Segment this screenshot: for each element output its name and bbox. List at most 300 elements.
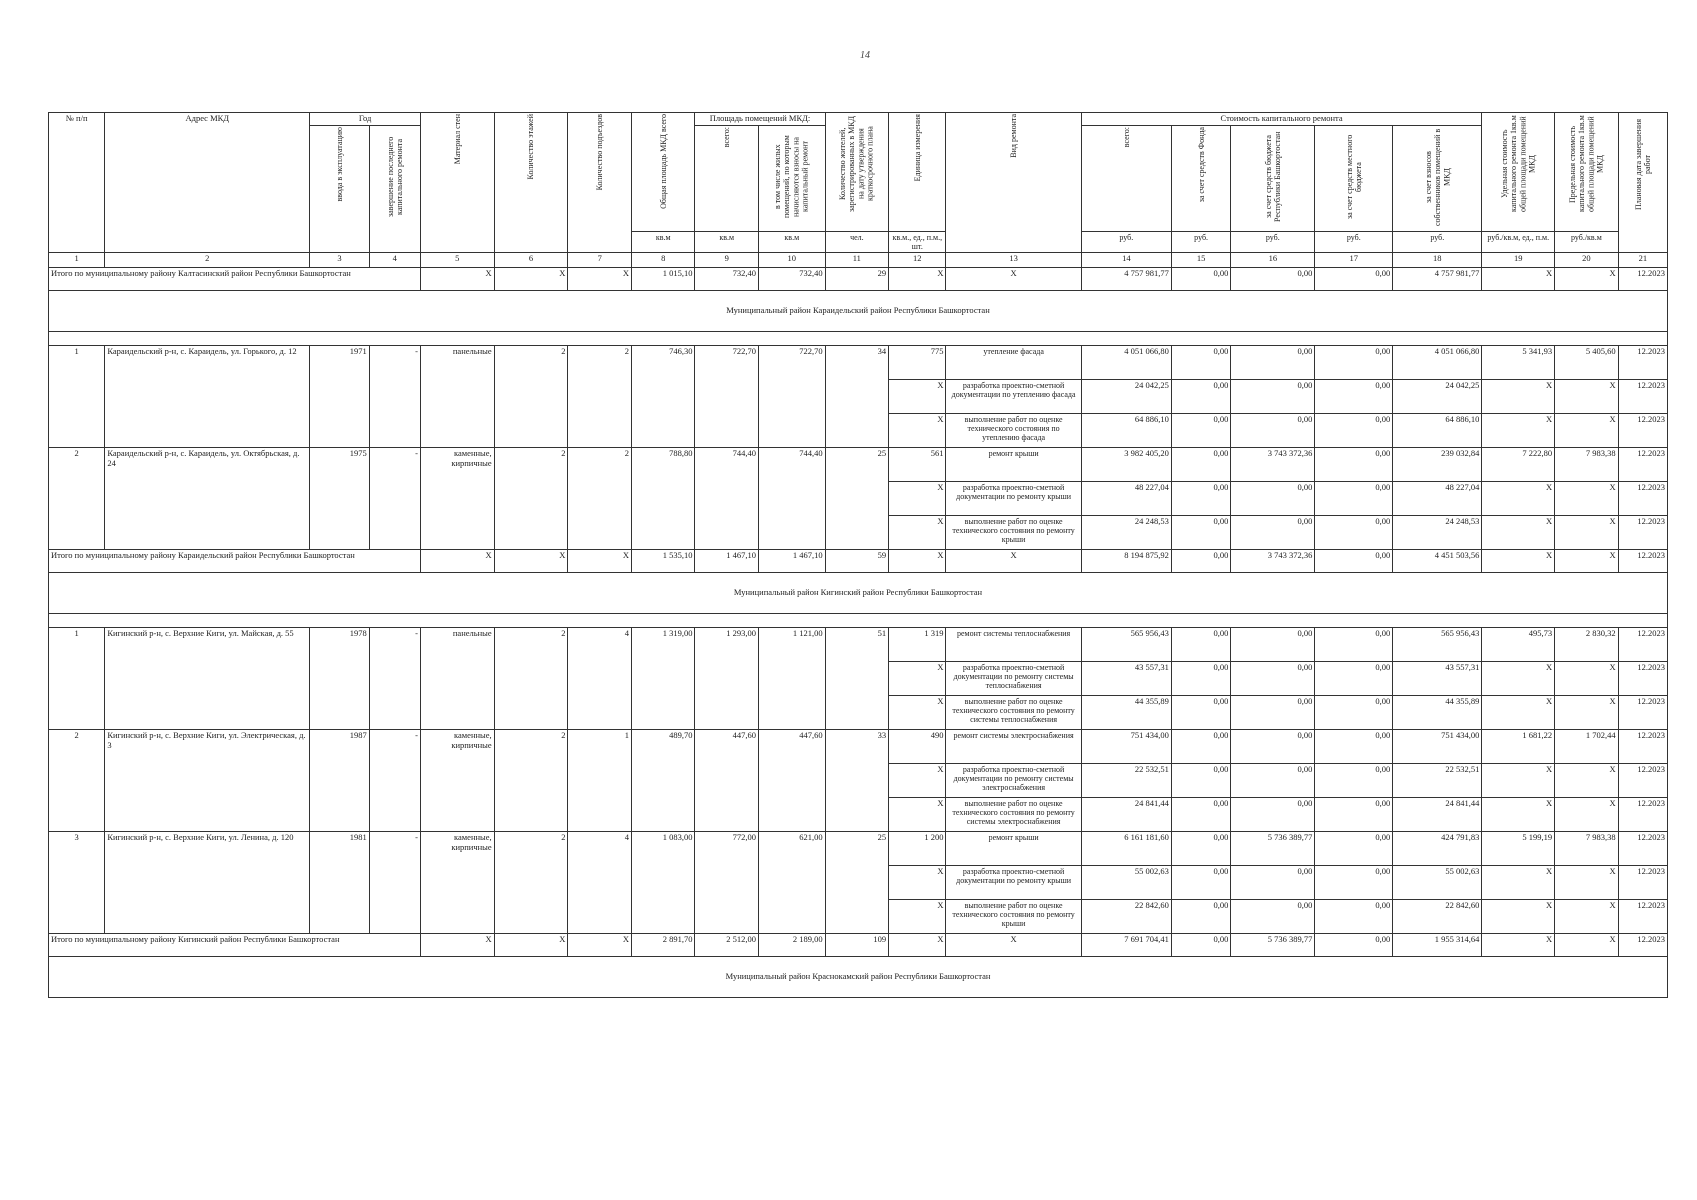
total-area-all: 732,40 <box>695 267 759 290</box>
header-address: Адрес МКД <box>105 113 310 253</box>
total-x: X <box>420 267 494 290</box>
year-commission: 1975 <box>310 447 369 549</box>
area-all: 744,40 <box>695 447 759 549</box>
total-owners: 4 757 981,77 <box>1393 267 1482 290</box>
cost-local: 0,00 <box>1315 379 1393 413</box>
total-x: X <box>568 933 632 956</box>
header-floors: Количество этажей <box>494 113 568 253</box>
header-year-group: Год <box>310 113 421 126</box>
deadline: 12.2023 <box>1618 899 1667 933</box>
total-x: X <box>889 267 946 290</box>
repair-type: разработка проектно-сметной документации по утеплению фасада <box>946 379 1081 413</box>
unit-cost-republic: руб. <box>1231 231 1315 252</box>
cost-owners: 43 557,31 <box>1393 661 1482 695</box>
floors-count: 2 <box>494 447 568 549</box>
cost-republic: 5 736 389,77 <box>1231 831 1315 865</box>
cost-total: 44 355,89 <box>1081 695 1171 729</box>
house-work-row <box>49 627 1668 661</box>
total-x: X <box>494 933 568 956</box>
spacer-row <box>49 613 1668 627</box>
cost-owners: 22 532,51 <box>1393 763 1482 797</box>
cost-total: 6 161 181,60 <box>1081 831 1171 865</box>
total-x: X <box>946 549 1081 572</box>
col-number: 10 <box>758 252 825 267</box>
measure-unit-value: X <box>889 661 946 695</box>
registry-body <box>49 267 1668 997</box>
cost-republic: 0,00 <box>1231 627 1315 661</box>
district-row-kiginsky <box>49 572 1668 613</box>
floors-count: 2 <box>494 627 568 729</box>
area-residents: 621,00 <box>758 831 825 933</box>
cost-fund: 0,00 <box>1171 831 1230 865</box>
district-title: Муниципальный район Краснокамский район Республики Башкортостан <box>49 956 1668 997</box>
deadline: 12.2023 <box>1618 627 1667 661</box>
repair-type: выполнение работ по оценке технического состояния по ремонту крыши <box>946 899 1081 933</box>
wall-material: панельные <box>420 345 494 447</box>
header-unit-cost: Удельная стоимость капитального ремонта 1кв.м общей площади помещений МКД <box>1482 113 1555 232</box>
house-address: Караидельский р-н, с. Караидель, ул. Октябрьская, д. 24 <box>105 447 310 549</box>
col-number: 16 <box>1231 252 1315 267</box>
cost-owners: 565 956,43 <box>1393 627 1482 661</box>
repair-type: ремонт крыши <box>946 831 1081 865</box>
cost-total: 24 248,53 <box>1081 515 1171 549</box>
cost-fund: 0,00 <box>1171 379 1230 413</box>
cost-republic: 0,00 <box>1231 763 1315 797</box>
spacer-cell <box>49 331 1668 345</box>
cost-total: 64 886,10 <box>1081 413 1171 447</box>
repair-type: ремонт системы теплоснабжения <box>946 627 1081 661</box>
cost-total: 48 227,04 <box>1081 481 1171 515</box>
total-deadline: 12.2023 <box>1618 933 1667 956</box>
total-area: 2 891,70 <box>631 933 695 956</box>
col-number: 12 <box>889 252 946 267</box>
year-last-repair: - <box>369 729 420 831</box>
limit-cost: 1 702,44 <box>1555 729 1619 763</box>
header-unit: Единица измерения <box>889 113 946 232</box>
total-x: X <box>568 267 632 290</box>
total-label: Итого по муниципальному району Кигинский район Республики Башкортостан <box>49 933 421 956</box>
measure-unit-value: X <box>889 379 946 413</box>
cost-republic: 0,00 <box>1231 515 1315 549</box>
header-deadline: Плановая дата завершения работ <box>1618 113 1667 253</box>
total-x: X <box>1482 933 1555 956</box>
house-number: 2 <box>49 447 105 549</box>
limit-cost: X <box>1555 515 1619 549</box>
repair-type: ремонт системы электроснабжения <box>946 729 1081 763</box>
year-commission: 1978 <box>310 627 369 729</box>
column-numbers-row <box>49 252 1668 267</box>
entrances-count: 4 <box>568 831 632 933</box>
total-area: 489,70 <box>631 729 695 831</box>
cost-local: 0,00 <box>1315 763 1393 797</box>
total-area-residents: 1 467,10 <box>758 549 825 572</box>
cost-local: 0,00 <box>1315 661 1393 695</box>
unit-cost: 5 199,19 <box>1482 831 1555 865</box>
total-fund: 0,00 <box>1171 267 1230 290</box>
total-republic: 5 736 389,77 <box>1231 933 1315 956</box>
cost-fund: 0,00 <box>1171 481 1230 515</box>
header-premises-area-group: Площадь помещений МКД: <box>695 113 825 126</box>
unit-area-all: кв.м <box>695 231 759 252</box>
house-work-row <box>49 831 1668 865</box>
cost-total: 24 841,44 <box>1081 797 1171 831</box>
cost-republic: 0,00 <box>1231 413 1315 447</box>
total-residents: 59 <box>825 549 889 572</box>
repair-type: выполнение работ по оценке технического состояния по ремонту крыши <box>946 515 1081 549</box>
repair-type: разработка проектно-сметной документации по ремонту системы электроснабжения <box>946 763 1081 797</box>
col-number: 6 <box>494 252 568 267</box>
cost-fund: 0,00 <box>1171 661 1230 695</box>
total-area: 788,80 <box>631 447 695 549</box>
deadline: 12.2023 <box>1618 447 1667 481</box>
header-area-residents: в том числе жилых помещений, по которым начисляются взносы на капитальный ремонт <box>758 125 825 231</box>
unit-limit-cost: руб./кв.м <box>1555 231 1619 252</box>
house-number: 1 <box>49 345 105 447</box>
measure-unit-value: X <box>889 695 946 729</box>
unit-cost: 1 681,22 <box>1482 729 1555 763</box>
repair-type: выполнение работ по оценке технического состояния по утеплению фасада <box>946 413 1081 447</box>
floors-count: 2 <box>494 831 568 933</box>
unit-cost: 495,73 <box>1482 627 1555 661</box>
district-title: Муниципальный район Караидельский район Республики Башкортостан <box>49 290 1668 331</box>
total-republic: 3 743 372,36 <box>1231 549 1315 572</box>
cost-fund: 0,00 <box>1171 413 1230 447</box>
total-deadline: 12.2023 <box>1618 549 1667 572</box>
header-residents: Количество жителей, зарегистрированных в МКД на дату утверждения краткосрочного плана <box>825 113 889 232</box>
total-area: 1 535,10 <box>631 549 695 572</box>
col-number: 19 <box>1482 252 1555 267</box>
unit-cost-owners: руб. <box>1393 231 1482 252</box>
deadline: 12.2023 <box>1618 413 1667 447</box>
header-year-last-repair: завершение последнего капитального ремонта <box>369 125 420 252</box>
header-year-commission: ввода в эксплуатацию <box>310 125 369 252</box>
page-number: 14 <box>860 50 870 61</box>
cost-republic: 0,00 <box>1231 695 1315 729</box>
header-area-all: всего: <box>695 125 759 231</box>
cost-owners: 24 248,53 <box>1393 515 1482 549</box>
header-repair-type: Вид ремонта <box>946 113 1081 253</box>
repair-type: утепление фасада <box>946 345 1081 379</box>
header-cost-total: всего: <box>1081 125 1171 231</box>
cost-local: 0,00 <box>1315 695 1393 729</box>
limit-cost: X <box>1555 413 1619 447</box>
house-work-row <box>49 447 1668 481</box>
measure-unit-value: X <box>889 797 946 831</box>
limit-cost: X <box>1555 763 1619 797</box>
year-last-repair: - <box>369 627 420 729</box>
total-area-all: 1 467,10 <box>695 549 759 572</box>
total-fund: 0,00 <box>1171 933 1230 956</box>
year-commission: 1981 <box>310 831 369 933</box>
total-cost: 8 194 875,92 <box>1081 549 1171 572</box>
cost-fund: 0,00 <box>1171 729 1230 763</box>
year-commission: 1971 <box>310 345 369 447</box>
cost-republic: 0,00 <box>1231 797 1315 831</box>
cost-local: 0,00 <box>1315 729 1393 763</box>
cost-owners: 22 842,60 <box>1393 899 1482 933</box>
total-row-karaidel <box>49 549 1668 572</box>
limit-cost: X <box>1555 899 1619 933</box>
col-number: 2 <box>105 252 310 267</box>
total-republic: 0,00 <box>1231 267 1315 290</box>
district-row-krasnokamsky <box>49 956 1668 997</box>
cost-fund: 0,00 <box>1171 627 1230 661</box>
residents-count: 34 <box>825 345 889 447</box>
limit-cost: X <box>1555 481 1619 515</box>
total-owners: 1 955 314,64 <box>1393 933 1482 956</box>
total-row-kiginsky <box>49 933 1668 956</box>
col-number: 4 <box>369 252 420 267</box>
total-area: 1 083,00 <box>631 831 695 933</box>
total-row-kaltasy <box>49 267 1668 290</box>
unit-area-residents: кв.м <box>758 231 825 252</box>
area-residents: 1 121,00 <box>758 627 825 729</box>
area-all: 772,00 <box>695 831 759 933</box>
cost-total: 751 434,00 <box>1081 729 1171 763</box>
measure-unit-value: 561 <box>889 447 946 481</box>
cost-total: 43 557,31 <box>1081 661 1171 695</box>
cost-fund: 0,00 <box>1171 345 1230 379</box>
header-cost-group: Стоимость капитального ремонта <box>1081 113 1482 126</box>
cost-owners: 48 227,04 <box>1393 481 1482 515</box>
cost-owners: 44 355,89 <box>1393 695 1482 729</box>
cost-owners: 24 841,44 <box>1393 797 1482 831</box>
area-residents: 447,60 <box>758 729 825 831</box>
col-number: 8 <box>631 252 695 267</box>
wall-material: каменные, кирпичные <box>420 729 494 831</box>
cost-total: 24 042,25 <box>1081 379 1171 413</box>
header-entrances: Количество подъездов <box>568 113 632 253</box>
entrances-count: 2 <box>568 447 632 549</box>
house-number: 1 <box>49 627 105 729</box>
col-number: 15 <box>1171 252 1230 267</box>
unit-cost-fund: руб. <box>1171 231 1230 252</box>
cost-fund: 0,00 <box>1171 797 1230 831</box>
year-commission: 1987 <box>310 729 369 831</box>
header-cost-owners: за счет взносов собственников помещений в МКД <box>1393 125 1482 231</box>
cost-republic: 0,00 <box>1231 899 1315 933</box>
unit-cost: 7 222,80 <box>1482 447 1555 481</box>
measure-unit-value: X <box>889 413 946 447</box>
cost-republic: 0,00 <box>1231 661 1315 695</box>
cost-fund: 0,00 <box>1171 865 1230 899</box>
total-x: X <box>494 267 568 290</box>
deadline: 12.2023 <box>1618 831 1667 865</box>
total-area-residents: 732,40 <box>758 267 825 290</box>
deadline: 12.2023 <box>1618 661 1667 695</box>
cost-local: 0,00 <box>1315 797 1393 831</box>
repair-type: разработка проектно-сметной документации по ремонту крыши <box>946 865 1081 899</box>
measure-unit-value: X <box>889 899 946 933</box>
cost-local: 0,00 <box>1315 865 1393 899</box>
repair-type: выполнение работ по оценке технического состояния по ремонту системы теплоснабжения <box>946 695 1081 729</box>
registry-table <box>48 112 1668 998</box>
cost-total: 565 956,43 <box>1081 627 1171 661</box>
deadline: 12.2023 <box>1618 797 1667 831</box>
cost-local: 0,00 <box>1315 447 1393 481</box>
col-number: 21 <box>1618 252 1667 267</box>
wall-material: панельные <box>420 627 494 729</box>
unit-cost-local: руб. <box>1315 231 1393 252</box>
cost-local: 0,00 <box>1315 345 1393 379</box>
cost-fund: 0,00 <box>1171 899 1230 933</box>
cost-fund: 0,00 <box>1171 763 1230 797</box>
col-number: 3 <box>310 252 369 267</box>
house-number: 2 <box>49 729 105 831</box>
col-number: 5 <box>420 252 494 267</box>
total-area: 1 015,10 <box>631 267 695 290</box>
total-x: X <box>946 267 1081 290</box>
total-area-all: 2 512,00 <box>695 933 759 956</box>
year-last-repair: - <box>369 345 420 447</box>
cost-republic: 0,00 <box>1231 481 1315 515</box>
cost-fund: 0,00 <box>1171 447 1230 481</box>
district-title: Муниципальный район Кигинский район Республики Башкортостан <box>49 572 1668 613</box>
unit-cost: X <box>1482 865 1555 899</box>
unit-cost: X <box>1482 481 1555 515</box>
area-residents: 744,40 <box>758 447 825 549</box>
total-area-residents: 2 189,00 <box>758 933 825 956</box>
limit-cost: 7 983,38 <box>1555 447 1619 481</box>
measure-unit-value: X <box>889 865 946 899</box>
unit-cost: X <box>1482 899 1555 933</box>
header-total-area: Общая площадь МКД всего <box>631 113 695 232</box>
measure-unit-value: 1 200 <box>889 831 946 865</box>
header-cost-republic: за счет средств бюджета Республики Башкортостан <box>1231 125 1315 231</box>
cost-republic: 3 743 372,36 <box>1231 447 1315 481</box>
col-number: 11 <box>825 252 889 267</box>
total-x: X <box>1482 267 1555 290</box>
col-number: 20 <box>1555 252 1619 267</box>
area-all: 1 293,00 <box>695 627 759 729</box>
cost-total: 4 051 066,80 <box>1081 345 1171 379</box>
col-number: 14 <box>1081 252 1171 267</box>
cost-total: 55 002,63 <box>1081 865 1171 899</box>
cost-total: 3 982 405,20 <box>1081 447 1171 481</box>
repair-type: ремонт крыши <box>946 447 1081 481</box>
total-x: X <box>1555 267 1619 290</box>
measure-unit-value: 1 319 <box>889 627 946 661</box>
unit-cost: X <box>1482 763 1555 797</box>
total-x: X <box>1482 549 1555 572</box>
floors-count: 2 <box>494 729 568 831</box>
cost-fund: 0,00 <box>1171 515 1230 549</box>
entrances-count: 4 <box>568 627 632 729</box>
residents-count: 25 <box>825 831 889 933</box>
wall-material: каменные, кирпичные <box>420 831 494 933</box>
cost-owners: 24 042,25 <box>1393 379 1482 413</box>
cost-local: 0,00 <box>1315 899 1393 933</box>
unit-cost: X <box>1482 515 1555 549</box>
cost-local: 0,00 <box>1315 413 1393 447</box>
total-owners: 4 451 503,56 <box>1393 549 1482 572</box>
measure-unit-value: X <box>889 481 946 515</box>
deadline: 12.2023 <box>1618 481 1667 515</box>
total-x: X <box>946 933 1081 956</box>
unit-cost-total: руб. <box>1081 231 1171 252</box>
spacer-cell <box>49 613 1668 627</box>
header-limit-cost: Предельная стоимость капитального ремонта 1кв.м общей площади помещений МКД <box>1555 113 1619 232</box>
deadline: 12.2023 <box>1618 379 1667 413</box>
unit-cost: 5 341,93 <box>1482 345 1555 379</box>
total-fund: 0,00 <box>1171 549 1230 572</box>
entrances-count: 1 <box>568 729 632 831</box>
cost-owners: 64 886,10 <box>1393 413 1482 447</box>
cost-republic: 0,00 <box>1231 729 1315 763</box>
area-residents: 722,70 <box>758 345 825 447</box>
cost-owners: 55 002,63 <box>1393 865 1482 899</box>
district-row-karaidel <box>49 290 1668 331</box>
total-x: X <box>420 549 494 572</box>
measure-unit-value: 490 <box>889 729 946 763</box>
unit-cost: X <box>1482 379 1555 413</box>
limit-cost: X <box>1555 695 1619 729</box>
measure-unit-value: X <box>889 515 946 549</box>
unit-measure: кв.м., ед., п.м., шт. <box>889 231 946 252</box>
cost-fund: 0,00 <box>1171 695 1230 729</box>
col-number: 9 <box>695 252 759 267</box>
spacer-row <box>49 331 1668 345</box>
unit-unit-cost: руб./кв.м, ед., п.м. <box>1482 231 1555 252</box>
total-cost: 7 691 704,41 <box>1081 933 1171 956</box>
area-all: 447,60 <box>695 729 759 831</box>
cost-local: 0,00 <box>1315 627 1393 661</box>
deadline: 12.2023 <box>1618 763 1667 797</box>
house-number: 3 <box>49 831 105 933</box>
col-number: 13 <box>946 252 1081 267</box>
repair-type: разработка проектно-сметной документации по ремонту системы теплоснабжения <box>946 661 1081 695</box>
total-label: Итого по муниципальному району Караидельский район Республики Башкортостан <box>49 549 421 572</box>
unit-cost: X <box>1482 695 1555 729</box>
unit-cost: X <box>1482 413 1555 447</box>
floors-count: 2 <box>494 345 568 447</box>
total-area: 746,30 <box>631 345 695 447</box>
cost-local: 0,00 <box>1315 831 1393 865</box>
total-x: X <box>889 549 946 572</box>
cost-local: 0,00 <box>1315 481 1393 515</box>
unit-cost: X <box>1482 661 1555 695</box>
total-local: 0,00 <box>1315 267 1393 290</box>
measure-unit-value: X <box>889 763 946 797</box>
cost-owners: 4 051 066,80 <box>1393 345 1482 379</box>
deadline: 12.2023 <box>1618 515 1667 549</box>
cost-owners: 239 032,84 <box>1393 447 1482 481</box>
total-x: X <box>420 933 494 956</box>
limit-cost: X <box>1555 661 1619 695</box>
total-local: 0,00 <box>1315 933 1393 956</box>
cost-republic: 0,00 <box>1231 865 1315 899</box>
col-number: 1 <box>49 252 105 267</box>
limit-cost: 7 983,38 <box>1555 831 1619 865</box>
house-address: Кигинский р-н, с. Верхние Киги, ул. Майская, д. 55 <box>105 627 310 729</box>
repair-type: разработка проектно-сметной документации по ремонту крыши <box>946 481 1081 515</box>
entrances-count: 2 <box>568 345 632 447</box>
house-work-row <box>49 345 1668 379</box>
residents-count: 25 <box>825 447 889 549</box>
deadline: 12.2023 <box>1618 345 1667 379</box>
house-work-row <box>49 729 1668 763</box>
header-no: № п/п <box>49 113 105 253</box>
total-cost: 4 757 981,77 <box>1081 267 1171 290</box>
cost-total: 22 842,60 <box>1081 899 1171 933</box>
cost-republic: 0,00 <box>1231 345 1315 379</box>
limit-cost: X <box>1555 797 1619 831</box>
col-number: 18 <box>1393 252 1482 267</box>
header-cost-fund: за счет средств Фонда <box>1171 125 1230 231</box>
total-x: X <box>1555 933 1619 956</box>
residents-count: 33 <box>825 729 889 831</box>
header-cost-local: за счет средств местного бюджета <box>1315 125 1393 231</box>
